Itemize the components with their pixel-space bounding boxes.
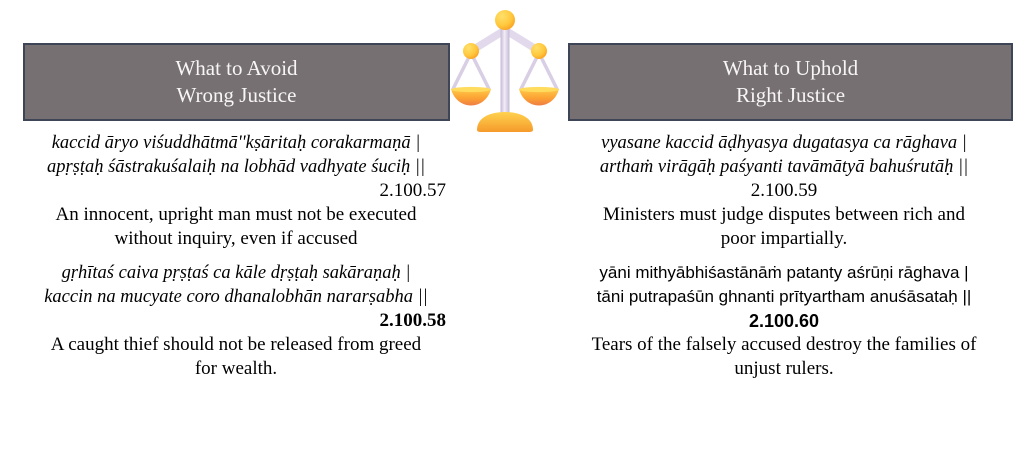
header-what-to-uphold [568, 43, 1013, 121]
translation-line: Ministers must judge disputes between rich and [603, 204, 965, 225]
header-line: Wrong Justice [176, 83, 297, 107]
header-line: Right Justice [735, 83, 846, 107]
sanskrit-verse-line: kaccin na mucyate coro dhanalobhān nararṣabha || [44, 287, 428, 307]
sanskrit-verse-line: yāni mithyābhiśastānāṁ patanty aśrūṇi rāghava | [599, 263, 969, 282]
translation-line: without inquiry, even if accused [114, 228, 358, 249]
balance-scale-icon [447, 5, 563, 133]
sanskrit-verse-line: apṛṣṭaḥ śāstrakuśalaiḥ na lobhād vadhyate śuciḥ || [46, 157, 426, 177]
translation-line: unjust rulers. [734, 358, 834, 379]
sanskrit-verse-line: gṛhītaś caiva pṛṣṭaś ca kāle dṛṣṭaḥ sakāraṇaḥ | [61, 263, 411, 283]
verse-number: 2.100.57 [379, 180, 446, 201]
sanskrit-verse-line: vyasane kaccid āḍhyasya dugatasya ca rāghava | [601, 133, 967, 153]
verse-number: 2.100.59 [750, 180, 818, 201]
sanskrit-verse-line: arthaṁ virāgāḥ paśyanti tavāmātyā bahuśrutāḥ || [599, 157, 969, 177]
verse-number: 2.100.58 [379, 310, 446, 331]
header-line: What to Uphold [722, 56, 859, 80]
translation-line: Tears of the falsely accused destroy the families of [591, 334, 977, 355]
spacer [18, 251, 454, 261]
translation-line: An innocent, upright man must not be executed [55, 204, 417, 225]
translation-line: A caught thief should not be released from greed [50, 334, 422, 355]
translation-line: for wealth. [194, 358, 278, 379]
right-column [551, 131, 1017, 381]
sanskrit-verse-line: kaccid āryo viśuddhātmā''kṣāritaḥ corakarmaṇā | [51, 133, 421, 153]
translation-line: poor impartially. [720, 228, 848, 249]
verse-number: 2.100.60 [748, 311, 820, 331]
left-column [18, 131, 454, 381]
spacer [551, 251, 1017, 261]
header-line: What to Avoid [175, 56, 298, 80]
sanskrit-verse-line: tāni putrapaśūn ghnanti prītyartham anuśāsataḥ || [596, 287, 972, 306]
header-what-to-avoid [23, 43, 450, 121]
